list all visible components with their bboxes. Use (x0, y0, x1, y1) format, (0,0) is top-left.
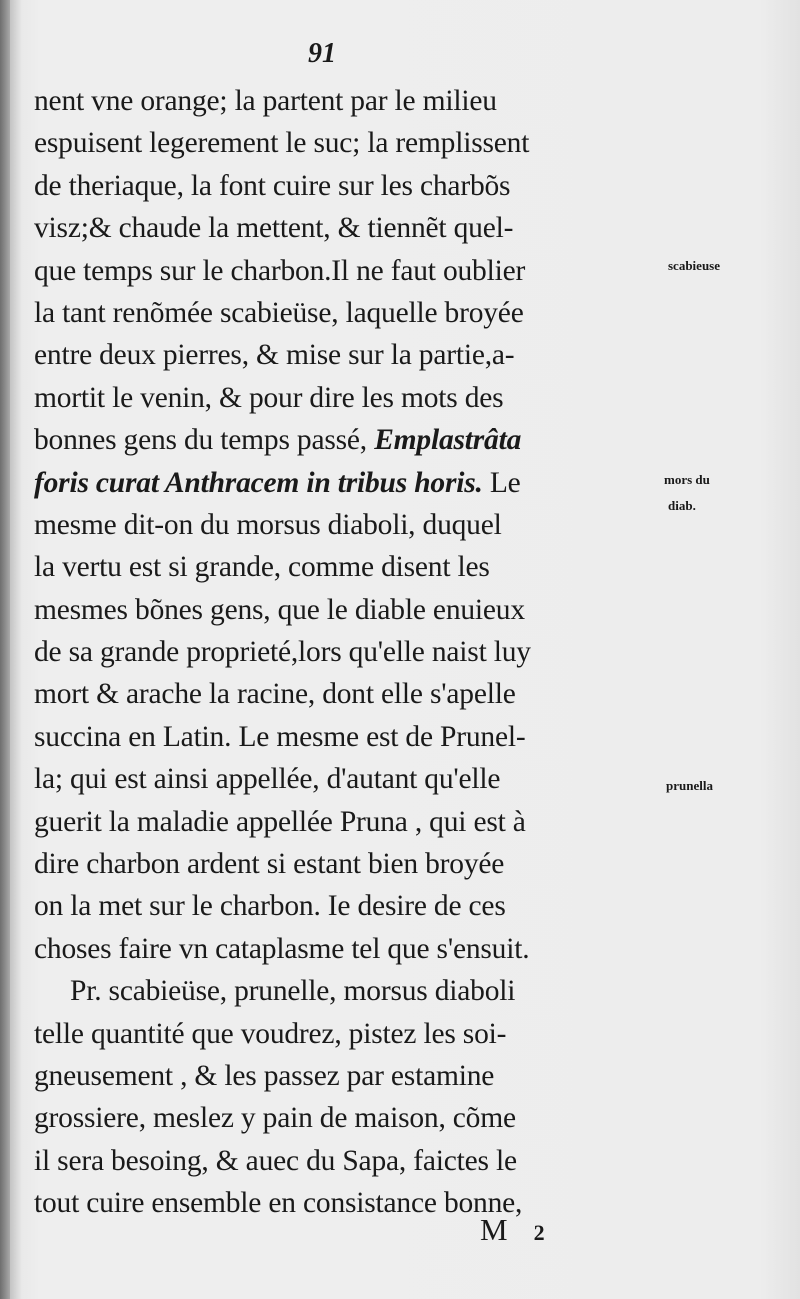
text-line: la tant renõmée scabieüse, laquelle broyée (34, 296, 524, 329)
text-segment: Le (482, 466, 521, 499)
text-line (34, 419, 664, 461)
text-line: tout cuire ensemble en consistance bonne, (34, 1187, 523, 1220)
text-line: nent vne orange; la partent par le milieu (34, 85, 497, 117)
margin-note-diab: diab. (668, 498, 696, 513)
text-line: que temps sur le charbon.Il ne faut oublier (34, 254, 526, 287)
text-line: il sera besoing, & auec du Sapa, faictes le (34, 1144, 517, 1177)
text-line: gneusement , & les passez par estamine (34, 1059, 495, 1092)
body-text (34, 80, 664, 1225)
text-line: grossiere, meslez y pain de maison, cõme (34, 1102, 516, 1135)
latin-italic-text: foris curat Anthracem in tribus horis. (34, 466, 483, 499)
margin-note-mors-du: mors du (664, 472, 710, 487)
text-line: guerit la maladie appellée Pruna , qui est à (34, 805, 526, 838)
text-line: de sa grande proprieté,lors qu'elle naist luy (34, 636, 531, 669)
page-gutter-edge (0, 0, 10, 1299)
text-segment: bonnes gens du temps passé, (34, 424, 367, 457)
text-line (34, 462, 664, 504)
page-number: 91 (308, 38, 336, 69)
text-line: mesme dit-on du morsus diaboli, duquel (34, 508, 502, 541)
text-line: mort & arache la racine, dont elle s'apelle (34, 678, 516, 711)
text-line: Pr. scabieüse, prunelle, morsus diaboli (70, 975, 516, 1008)
text-line: la vertu est si grande, comme disent les (34, 551, 490, 584)
text-line: on la met sur le charbon. Ie desire de ces (34, 890, 506, 923)
margin-note-prunella: prunella (666, 778, 713, 793)
text-line: telle quantité que voudrez, pistez les soi- (34, 1017, 507, 1050)
text-line: de theriaque, la font cuire sur les charbõs (34, 169, 511, 202)
text-line: succina en Latin. Le mesme est de Prunel- (34, 720, 526, 753)
text-line: la; qui est ainsi appellée, d'autant qu'elle (34, 763, 501, 796)
text-line: mesmes bõnes gens, que le diable enuieux (34, 593, 525, 626)
margin-note-scabieuse: scabieuse (668, 258, 720, 273)
text-line: dire charbon ardent si estant bien broyée (34, 848, 505, 881)
text-line: choses faire vn cataplasme tel que s'ensuit. (34, 932, 530, 965)
text-line: mortit le venin, & pour dire les mots des (34, 381, 504, 414)
signature-mark (480, 1212, 545, 1248)
signature-number: 2 (533, 1220, 545, 1245)
latin-italic-text: Emplastrâta (374, 424, 522, 457)
text-line: visz;& chaude la mettent, & tiennẽt quel- (34, 212, 514, 245)
text-line: entre deux pierres, & mise sur la partie,a- (34, 339, 515, 372)
text-line: espuisent legerement le suc; la remplissent (34, 127, 530, 160)
signature-letter: M (480, 1212, 508, 1247)
